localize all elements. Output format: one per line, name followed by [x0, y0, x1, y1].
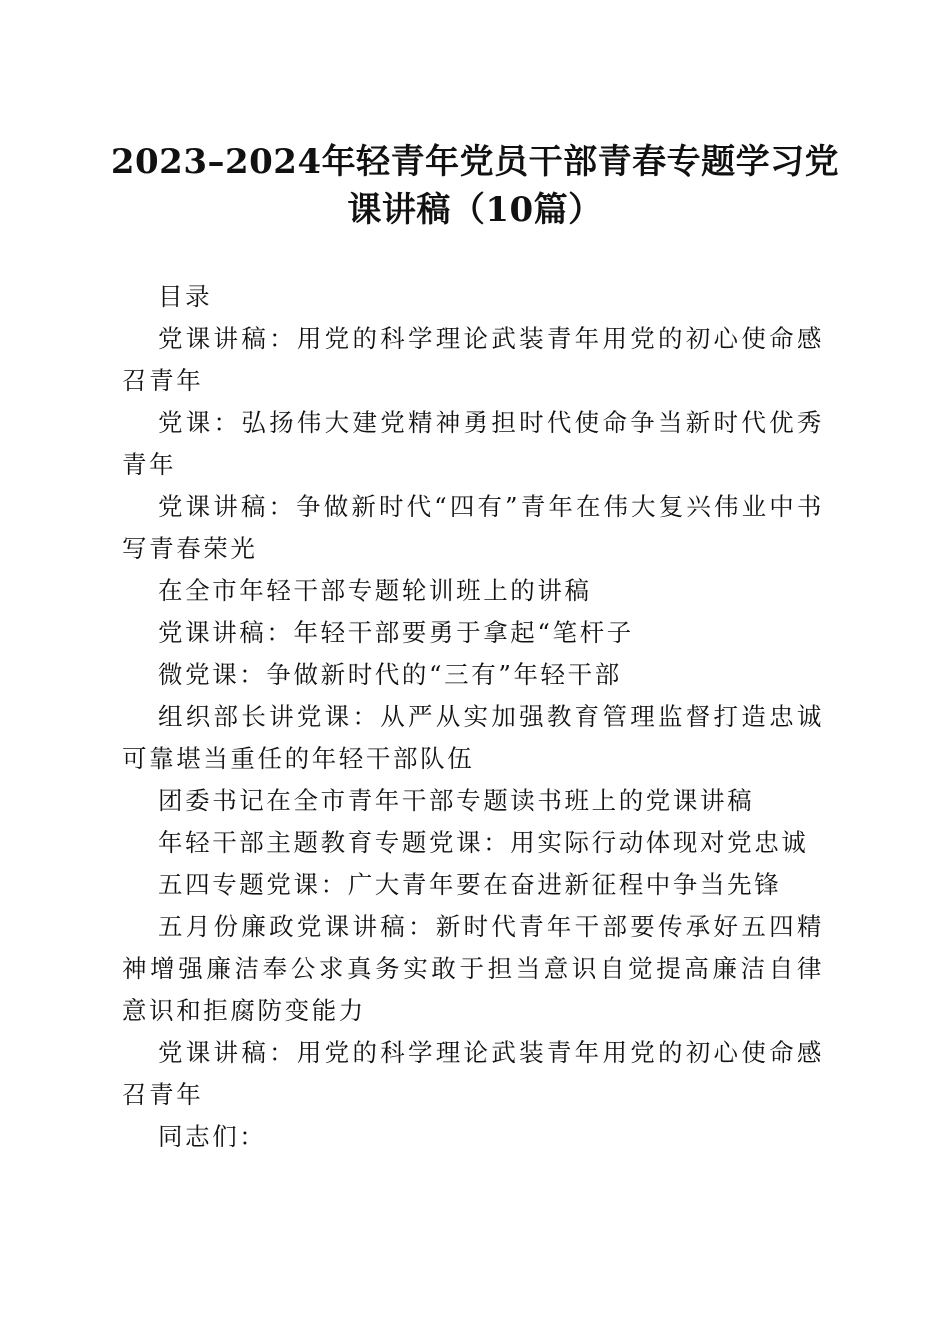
toc-item-5: 党课讲稿：年轻干部要勇于拿起“笔杆子	[158, 618, 634, 647]
toc-item-7: 组织部长讲党课：从严从实加强教育管理监督打造忠诚可靠堪当重任的年轻干部队伍	[122, 702, 824, 773]
salutation: 同志们：	[158, 1122, 267, 1151]
toc-item-6: 微党课：争做新时代的“三有”年轻干部	[158, 660, 622, 689]
toc-item-9: 年轻干部主题教育专题党课：用实际行动体现对党忠诚	[158, 828, 809, 857]
document-body	[122, 276, 824, 1158]
toc-item-11: 五月份廉政党课讲稿：新时代青年干部要传承好五四精神增强廉洁奉公求真务实敢于担当意识自觉提高廉洁自律意识和拒腐防变能力	[122, 912, 824, 1025]
toc-item-10: 五四专题党课：广大青年要在奋进新征程中争当先锋	[158, 870, 782, 899]
toc-item-2: 党课：弘扬伟大建党精神勇担时代使命争当新时代优秀青年	[122, 408, 824, 479]
section-title: 党课讲稿：用党的科学理论武装青年用党的初心使命感召青年	[122, 1038, 824, 1109]
toc-heading: 目录	[158, 282, 213, 311]
toc-item-3: 党课讲稿：争做新时代“四有”青年在伟大复兴伟业中书写青春荣光	[122, 492, 824, 563]
document-title-line-2: 课讲稿（10篇）	[347, 190, 603, 230]
toc-item-4: 在全市年轻干部专题轮训班上的讲稿	[158, 576, 592, 605]
document-title-line-1: 2023–2024年轻青年党员干部青春专题学习党	[110, 142, 840, 182]
toc-item-1: 党课讲稿：用党的科学理论武装青年用党的初心使命感召青年	[122, 324, 824, 395]
document-title	[100, 138, 850, 234]
toc-item-8: 团委书记在全市青年干部专题读书班上的党课讲稿	[158, 786, 755, 815]
